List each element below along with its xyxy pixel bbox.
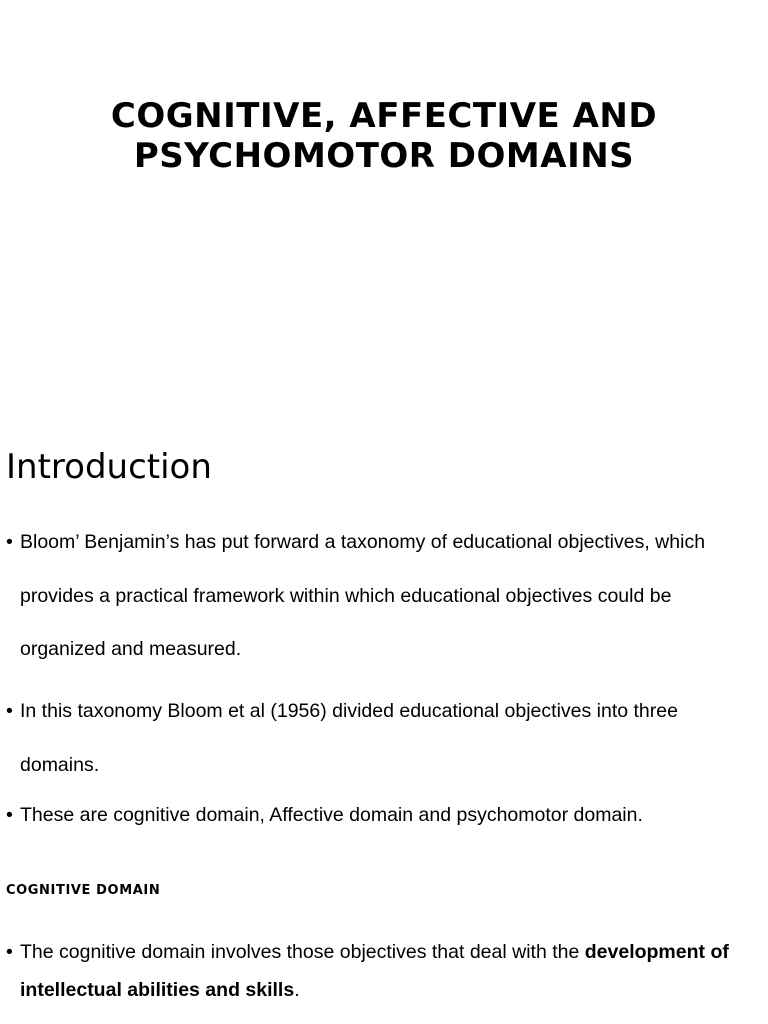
introduction-heading: Introduction (6, 447, 212, 487)
page-title (0, 96, 768, 176)
bullet-icon: • (6, 804, 13, 826)
bullet-icon: • (6, 531, 13, 553)
list-item-text: These are cognitive domain, Affective domain and psychomotor domain. (20, 804, 643, 826)
cognitive-text-start: The cognitive domain involves those objectives that deal with the (20, 941, 585, 963)
list-item (6, 516, 754, 677)
bullet-icon: • (6, 941, 13, 963)
cognitive-text-emphasis: development of intellectual abilities and skills (20, 941, 729, 1001)
cognitive-text-end: . (294, 979, 300, 1001)
page-title-line-1: COGNITIVE, AFFECTIVE AND (110, 96, 658, 136)
list-item-text: Bloom’ Benjamin’s has put forward a taxonomy of educational objectives, which provides a practical framework within which educational objectives could be organized and measured. (20, 531, 706, 660)
list-item-text: In this taxonomy Bloom et al (1956) divided educational objectives into three domains. (20, 700, 678, 776)
cognitive-domain-heading: COGNITIVE DOMAIN (6, 883, 161, 898)
list-item-text (20, 933, 754, 1009)
list-item (6, 685, 754, 792)
list-item (6, 933, 754, 1009)
list-item (6, 800, 754, 830)
bullet-icon: • (6, 700, 13, 722)
page-title-line-2: PSYCHOMOTOR DOMAINS (133, 136, 635, 176)
